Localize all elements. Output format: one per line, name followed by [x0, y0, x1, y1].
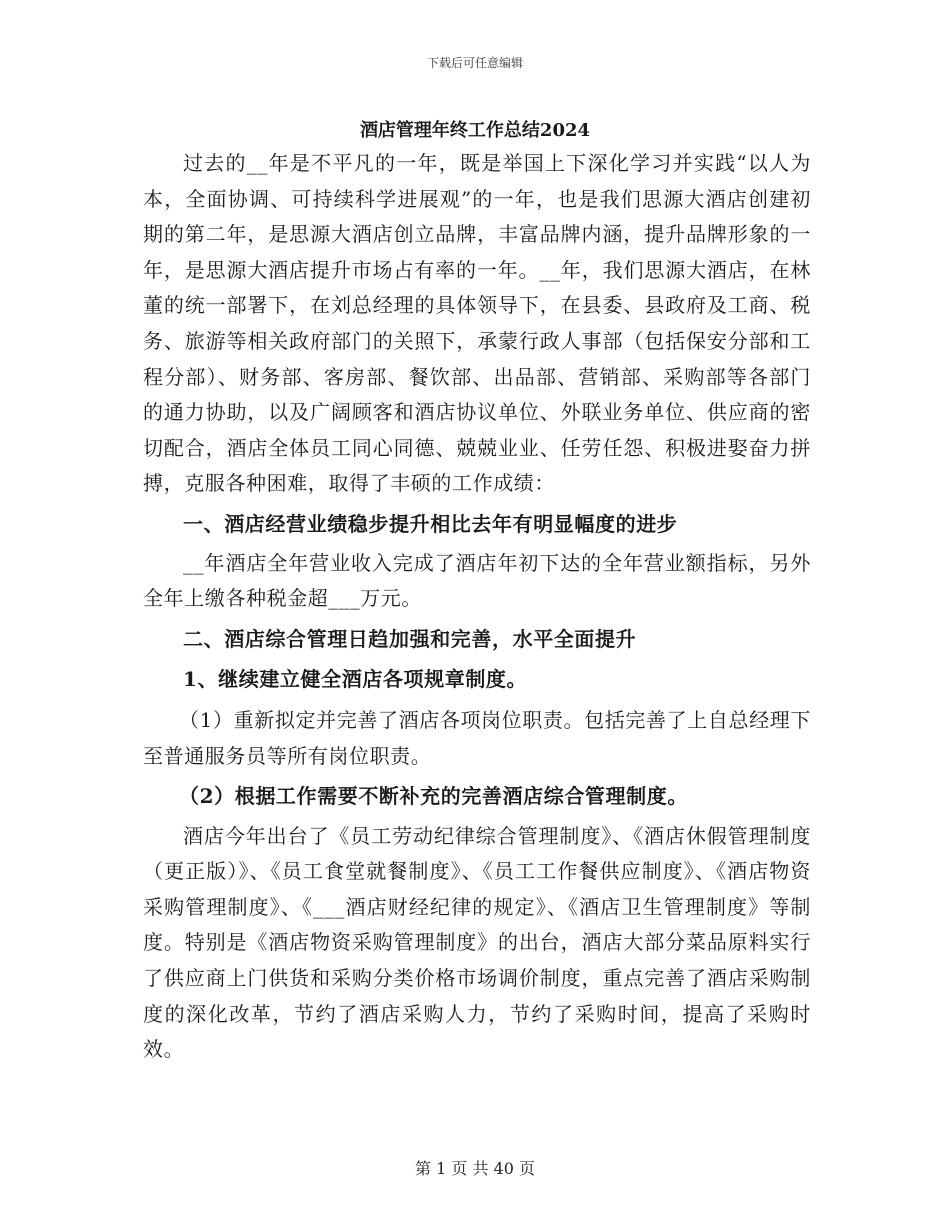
section-2-1-item-2-heading: （2）根据工作需要不断补充的完善酒店综合管理制度。	[179, 784, 688, 809]
section-2-1-heading: 1、继续建立健全酒店各项规章制度。	[183, 667, 528, 692]
intro-paragraph: 过去的__年是不平凡的一年，既是举国上下深化学习并实践“以人为本，全面协调、可持续科学进展观”的一年，也是我们思源大酒店创建初期的第二年，是思源大酒店创立品牌，丰富品牌内涵，提升品牌形象的一年，是思源大酒店提升市场占有率的一年。__年，我们思源大酒店，在林董的统一部署下，在刘总经理的具体领导下，在县委、县政府及工商、税务、旅游等相关政府部门的关照下，承蒙行政人事部（包括保安分部和工程分部）、财务部、客房部、餐饮部、出品部、营销部、采购部等各部门的通力协助，以及广阔顾客和酒店协议单位、外联业务单位、供应商的密切配合，酒店全体员工同心同德、兢兢业业、任劳任怨、积极进娶奋力拼搏，克服各种困难，取得了丰硕的工作成绩：	[143, 151, 811, 496]
section-1-heading: 一、酒店经营业绩稳步提升相比去年有明显幅度的进步	[183, 511, 678, 536]
section-2-1-item-1: （1）重新拟定并完善了酒店各项岗位职责。包括完善了上自总经理下至普通服务员等所有岗位职责。	[143, 707, 811, 768]
section-2-1-item-2-paragraph: 酒店今年出台了《员工劳动纪律综合管理制度》、《酒店休假管理制度（更正版）》、《员工食堂就餐制度》、《员工工作餐供应制度》、《酒店物资采购管理制度》、《___酒店财经纪律的规定》、《酒店卫生管理制度》等制度。特别是《酒店物资采购管理制度》的出台，酒店大部分菜品原料实行了供应商上门供货和采购分类价格市场调价制度，重点完善了酒店采购制度的深化改革，节约了酒店采购人力，节约了采购时间，提高了采购时效。	[143, 823, 811, 1062]
page-header-note: 下载后可任意编辑	[426, 56, 523, 70]
section-1-paragraph: __年酒店全年营业收入完成了酒店年初下达的全年营业额指标，另外全年上缴各种税金超___万元。	[143, 550, 811, 611]
page-number: 第 1 页 共 40 页	[415, 1159, 535, 1178]
document-title: 酒店管理年终工作总结2024	[359, 120, 591, 141]
document-body	[143, 146, 811, 1068]
section-2-heading: 二、酒店综合管理日趋加强和完善，水平全面提升	[183, 626, 637, 651]
